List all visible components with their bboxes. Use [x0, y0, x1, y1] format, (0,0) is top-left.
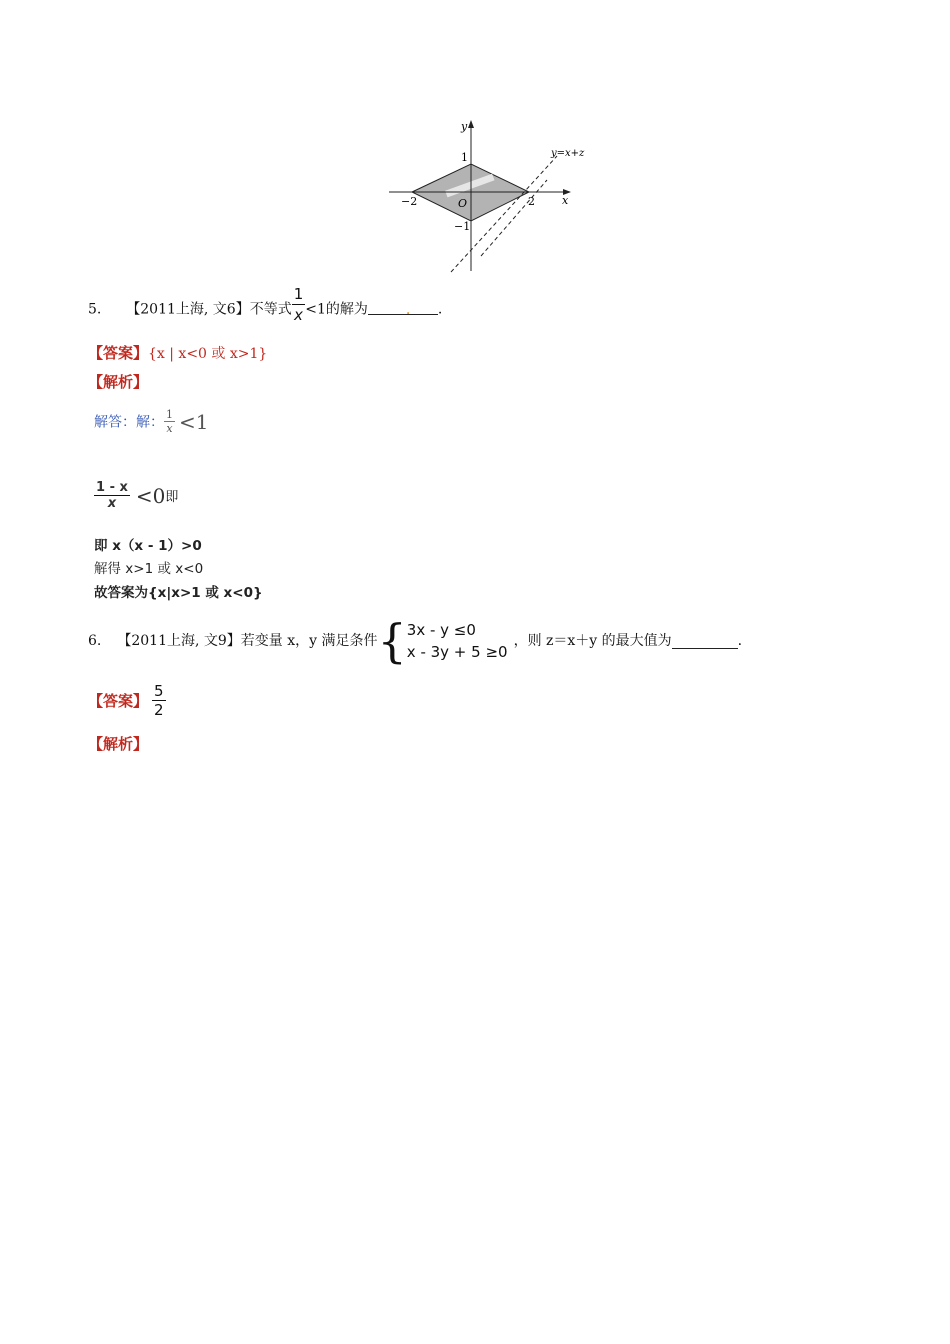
solution-line-5: 故答案为{x|x>1 或 x<0}: [94, 585, 263, 601]
step2-relation: <0: [135, 483, 166, 508]
constraint-2: x - 3y + 5 ≥0: [406, 643, 508, 661]
step2-fraction: [94, 480, 130, 511]
question-number: 5.: [88, 301, 102, 318]
question-end: .: [437, 301, 443, 318]
sol-frac-den: x: [164, 421, 175, 435]
solution-line-4: 解得 x>1 或 x<0: [94, 561, 204, 577]
analysis-label-6: 【解析】: [88, 735, 149, 753]
solution-label: 解答：解：: [94, 414, 164, 431]
solution-line-3: 即 x（x - 1）>0: [94, 538, 202, 554]
sol-frac-num: 1: [166, 408, 173, 421]
origin-label: O: [458, 197, 468, 210]
fraction-1-over-x: [292, 284, 306, 325]
answer-blank: .: [368, 300, 438, 315]
answer-value: {x | x<0 或 x>1}: [148, 346, 268, 362]
constraint-system: [407, 619, 508, 663]
question-text-before: 若变量 x，y 满足条件: [240, 633, 378, 649]
tick-x-pos: 2: [528, 195, 535, 208]
step2-den: x: [94, 495, 130, 511]
answer-5: [88, 342, 267, 363]
axis-x-label: x: [562, 194, 569, 207]
y-axis-arrow-icon: [468, 120, 474, 128]
constraint-1: 3x - y ≤0: [406, 621, 476, 639]
feasible-region-figure: [385, 116, 590, 276]
question-source: 【2011上海, 文9】: [117, 633, 241, 649]
question-end: .: [737, 633, 743, 649]
answer-6: [88, 682, 166, 719]
frac-den: x: [292, 304, 306, 325]
question-text-after: ，则 z＝x＋y 的最大值为: [513, 633, 672, 649]
answer-label: 【答案】: [88, 344, 149, 362]
question-5: [88, 285, 443, 325]
question-number: 6.: [88, 633, 102, 649]
step2-suffix: 即: [165, 490, 179, 505]
tick-x-neg: −2: [401, 195, 418, 208]
answer-label: 【答案】: [88, 692, 149, 710]
ans-frac-den: 2: [154, 701, 164, 719]
tick-y-neg: −1: [454, 220, 471, 233]
solution-relation: <1: [179, 409, 209, 434]
answer-fraction: [152, 682, 166, 719]
tick-y-pos: 1: [461, 151, 468, 164]
ans-frac-num: 5: [154, 682, 164, 700]
solution-line-1: [94, 408, 208, 435]
axis-y-label: y: [461, 120, 468, 133]
frac-num: 1: [293, 285, 304, 303]
question-text-before: 不等式: [249, 301, 292, 318]
question-source: 【2011上海, 文6】: [126, 301, 250, 318]
answer-blank: [672, 634, 738, 649]
step2-num: 1 - x: [96, 480, 128, 495]
solution-fraction: [164, 408, 175, 435]
system-brace: {: [377, 614, 407, 668]
analysis-label-5: 【解析】: [88, 373, 149, 391]
question-text-after: <1的解为: [305, 301, 368, 318]
solution-line-2: [94, 480, 178, 511]
question-6: [88, 614, 742, 668]
line-label: y=x+z: [551, 148, 585, 159]
